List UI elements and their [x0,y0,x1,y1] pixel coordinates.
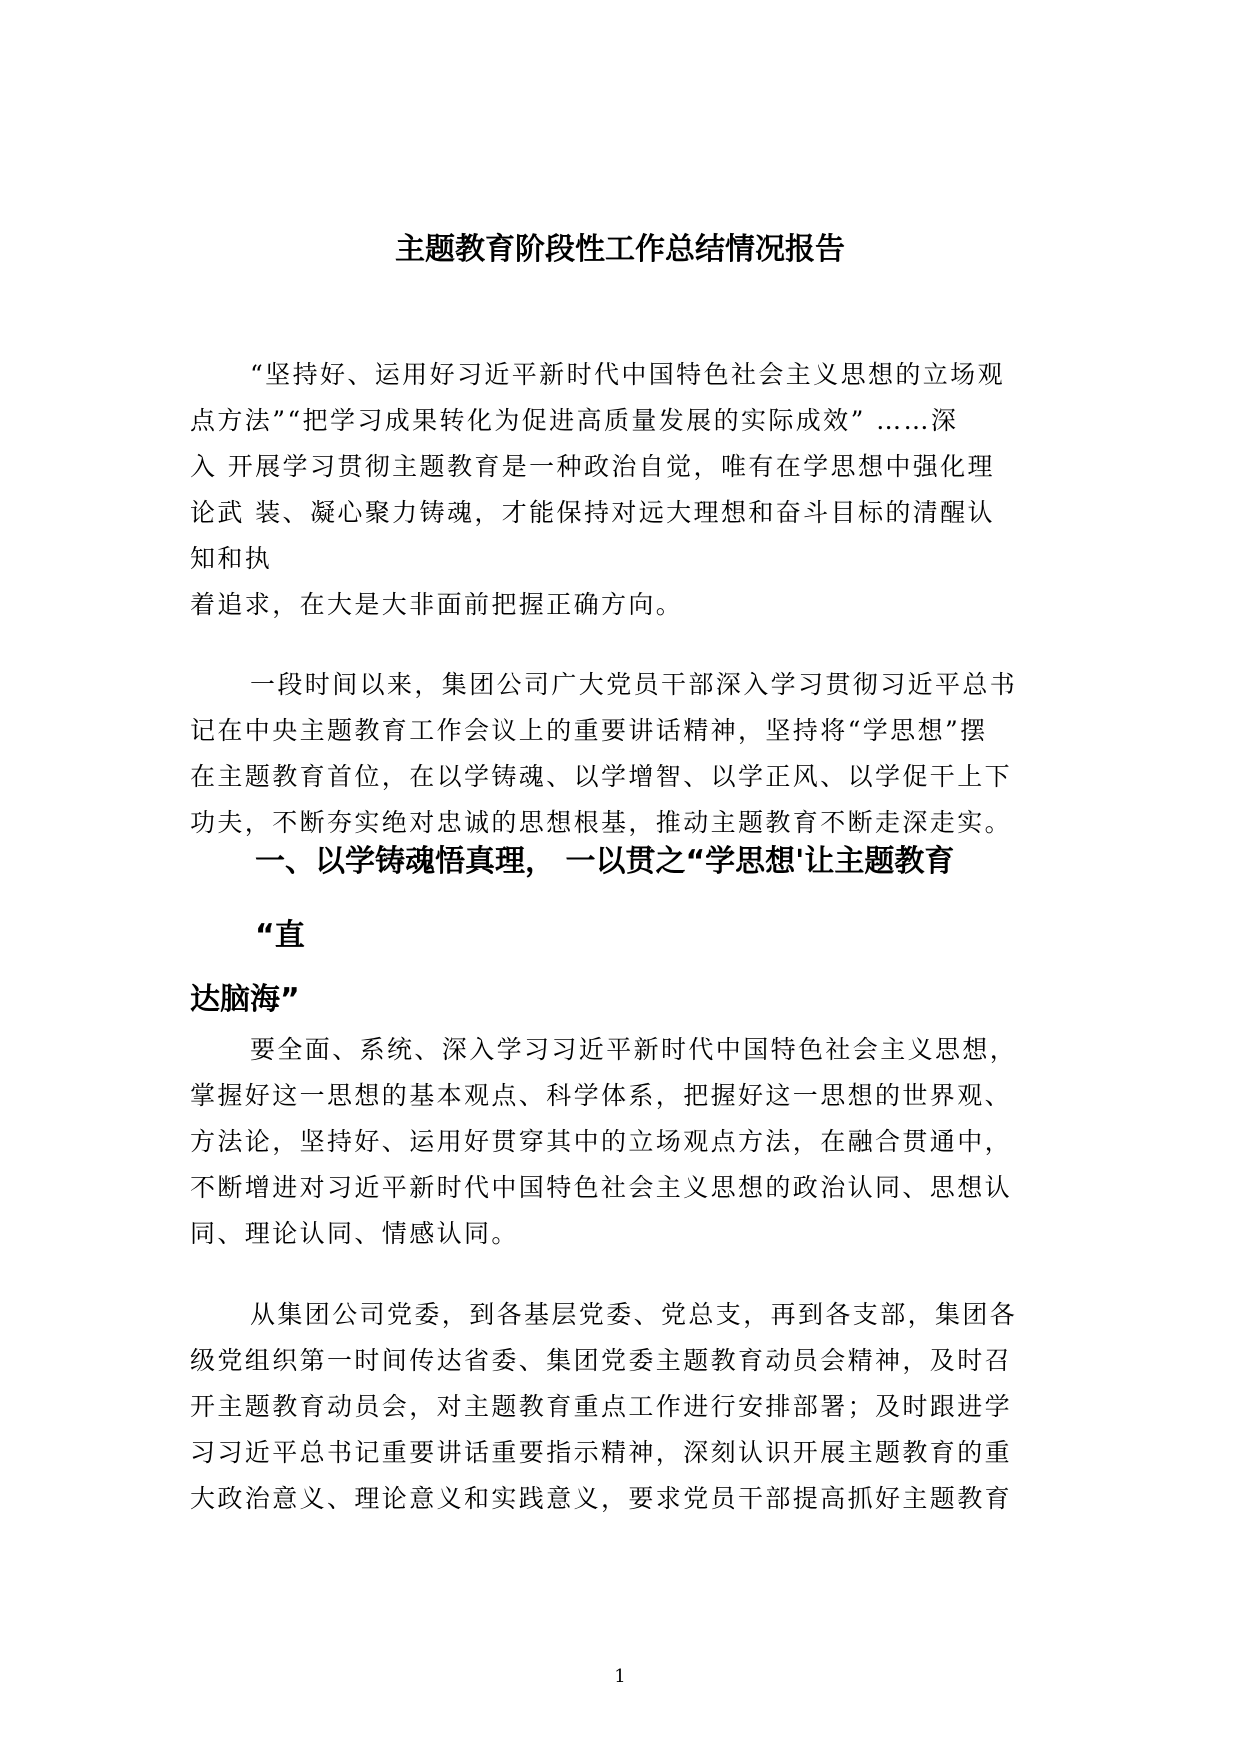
paragraph-line: 论武 装、凝心聚力铸魂，才能保持对远大理想和奋斗目标的清醒认 [190,498,995,527]
page-number: 1 [614,1666,626,1687]
section-heading-line: 一、以学铸魂悟真理， 一以贯之“学思想'让主题教育 [255,844,955,879]
paragraph-line: 一段时间以来，集团公司广大党员干部深入学习贯彻习近平总书 [250,670,1018,699]
paragraph-line: 级党组织第一时间传达省委、集团党委主题教育动员会精神，及时召 [190,1346,1013,1375]
paragraph-line: “坚持好、运用好习近平新时代中国特色社会主义思想的立场观 [250,360,1005,389]
paragraph-line: 不断增进对习近平新时代中国特色社会主义思想的政治认同、思想认 [190,1173,1013,1202]
paragraph-line: 要全面、系统、深入学习习近平新时代中国特色社会主义思想， [250,1035,1018,1064]
paragraph-line: 从集团公司党委，到各基层党委、党总支，再到各支部，集团各 [250,1300,1018,1329]
section-heading-line: 达脑海” [190,982,300,1017]
paragraph-line: 大政治意义、理论意义和实践意义，要求党员干部提高抓好主题教育 [190,1484,1013,1513]
paragraph-line: 开主题教育动员会，对主题教育重点工作进行安排部署；及时跟进学 [190,1392,1013,1421]
document-title: 主题教育阶段性工作总结情况报告 [395,232,845,267]
paragraph-line: 习习近平总书记重要讲话重要指示精神，深刻认识开展主题教育的重 [190,1438,1013,1467]
paragraph-line: 知和执 [190,544,273,573]
paragraph-section1-detail [190,1292,1050,1522]
paragraph-line: 点方法”“把学习成果转化为促进高质量发展的实际成效” ……深 [190,406,959,435]
section-heading-line: “直 [255,918,305,953]
paragraph-line: 入 开展学习贯彻主题教育是一种政治自觉，唯有在学思想中强化理 [190,452,995,481]
paragraph-intro [190,352,1050,628]
paragraph-section1-intro [190,1027,1050,1257]
paragraph-line: 方法论，坚持好、运用好贯穿其中的立场观点方法，在融合贯通中， [190,1127,1013,1156]
paragraph-line: 记在中央主题教育工作会议上的重要讲话精神，坚持将“学思想”摆 [190,716,988,745]
paragraph-line: 同、理论认同、情感认同。 [190,1219,519,1248]
paragraph-line: 掌握好这一思想的基本观点、科学体系，把握好这一思想的世界观、 [190,1081,1013,1110]
paragraph-line: 着追求，在大是大非面前把握正确方向。 [190,590,684,619]
paragraph-line: 在主题教育首位，在以学铸魂、以学增智、以学正风、以学促干上下 [190,762,1013,791]
paragraph-line: 功夫，不断夯实绝对忠诚的思想根基，推动主题教育不断走深走实。 [190,808,1013,837]
paragraph-overview [190,662,1050,846]
